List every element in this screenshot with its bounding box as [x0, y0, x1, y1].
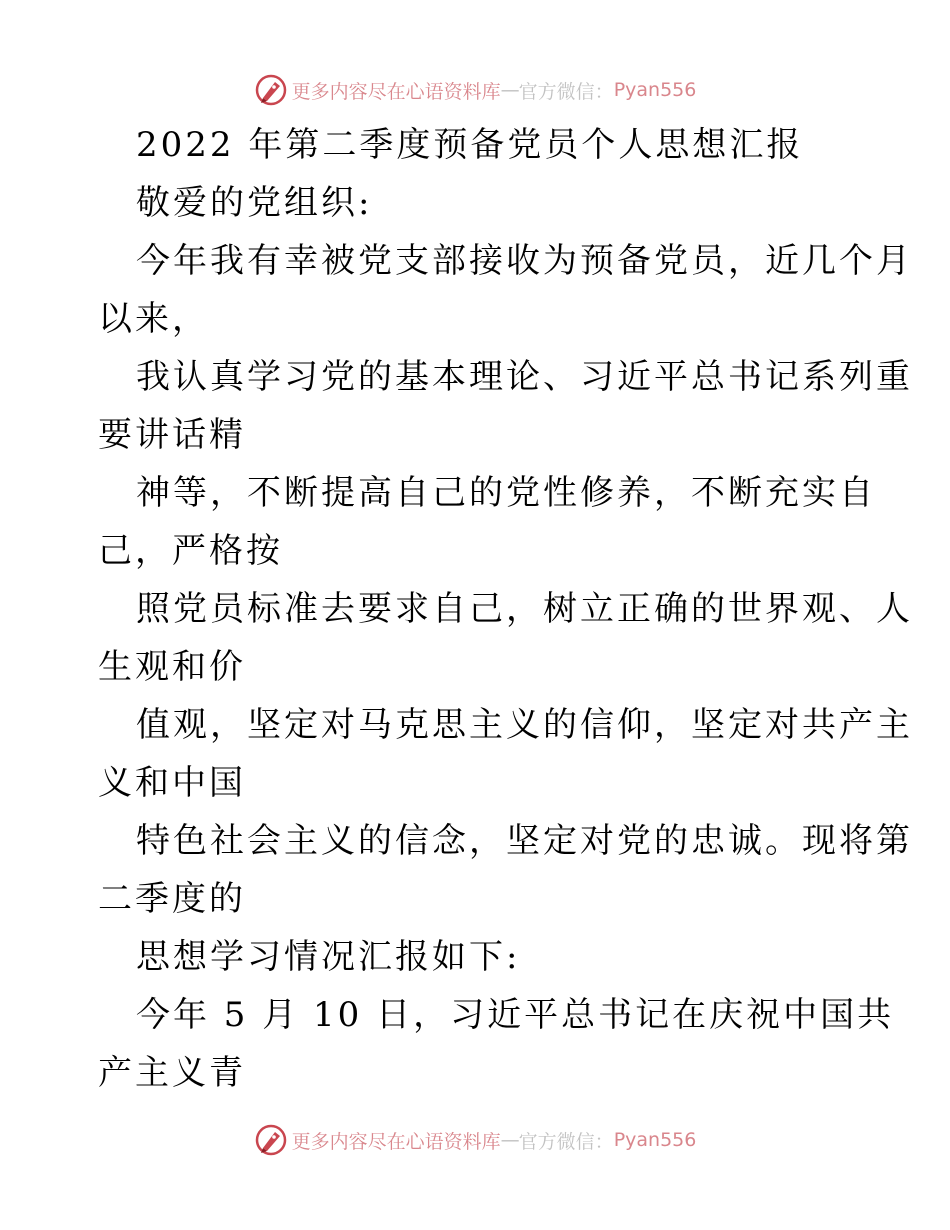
watermark-dash: — [500, 79, 519, 101]
paragraph-line: 产主义青 [98, 1053, 246, 1093]
watermark-site-text: 更多内容尽在心语资料库 [291, 1130, 501, 1153]
paragraph-line: 己，严格按 [98, 531, 283, 571]
paragraph-line: 思想学习情况汇报如下: [136, 937, 521, 977]
watermark-label: 官方微信： [518, 1130, 614, 1153]
paragraph-line: 义和中国 [98, 763, 246, 803]
paragraph-line: 值观，坚定对马克思主义的信仰，坚定对共产主 [136, 705, 913, 745]
paragraph-line: 今年我有幸被党支部接收为预备党员，近几个月 [136, 241, 913, 281]
paragraph-line: 神等，不断提高自己的党性修养，不断充实自 [136, 473, 876, 513]
paragraph-line: 生观和价 [98, 647, 246, 687]
paragraph-line: 我认真学习党的基本理论、习近平总书记系列重 [136, 357, 913, 397]
salutation: 敬爱的党组织: [136, 183, 373, 223]
paragraph-line: 照党员标准去要求自己，树立正确的世界观、人 [136, 589, 913, 629]
document-body [98, 116, 913, 1102]
watermark-wechat-id: Pyan556 [613, 79, 697, 101]
pen-nib-logo-icon [254, 73, 288, 107]
header-watermark [0, 70, 950, 110]
watermark-dash: — [500, 1129, 519, 1151]
paragraph-line: 二季度的 [98, 879, 246, 919]
watermark-site-text: 更多内容尽在心语资料库 [291, 80, 501, 103]
paragraph-line: 以来， [98, 299, 209, 339]
pen-nib-logo-icon [254, 1123, 288, 1157]
footer-watermark [0, 1120, 950, 1160]
watermark-label: 官方微信： [518, 80, 614, 103]
watermark-wechat-id: Pyan556 [613, 1129, 697, 1151]
paragraph-line: 要讲话精 [98, 415, 246, 455]
paragraph-line: 特色社会主义的信念，坚定对党的忠诚。现将第 [136, 821, 913, 861]
document-title: 2022 年第二季度预备党员个人思想汇报 [136, 125, 804, 165]
paragraph-line: 今年 5 月 10 日，习近平总书记在庆祝中国共 [136, 995, 895, 1035]
